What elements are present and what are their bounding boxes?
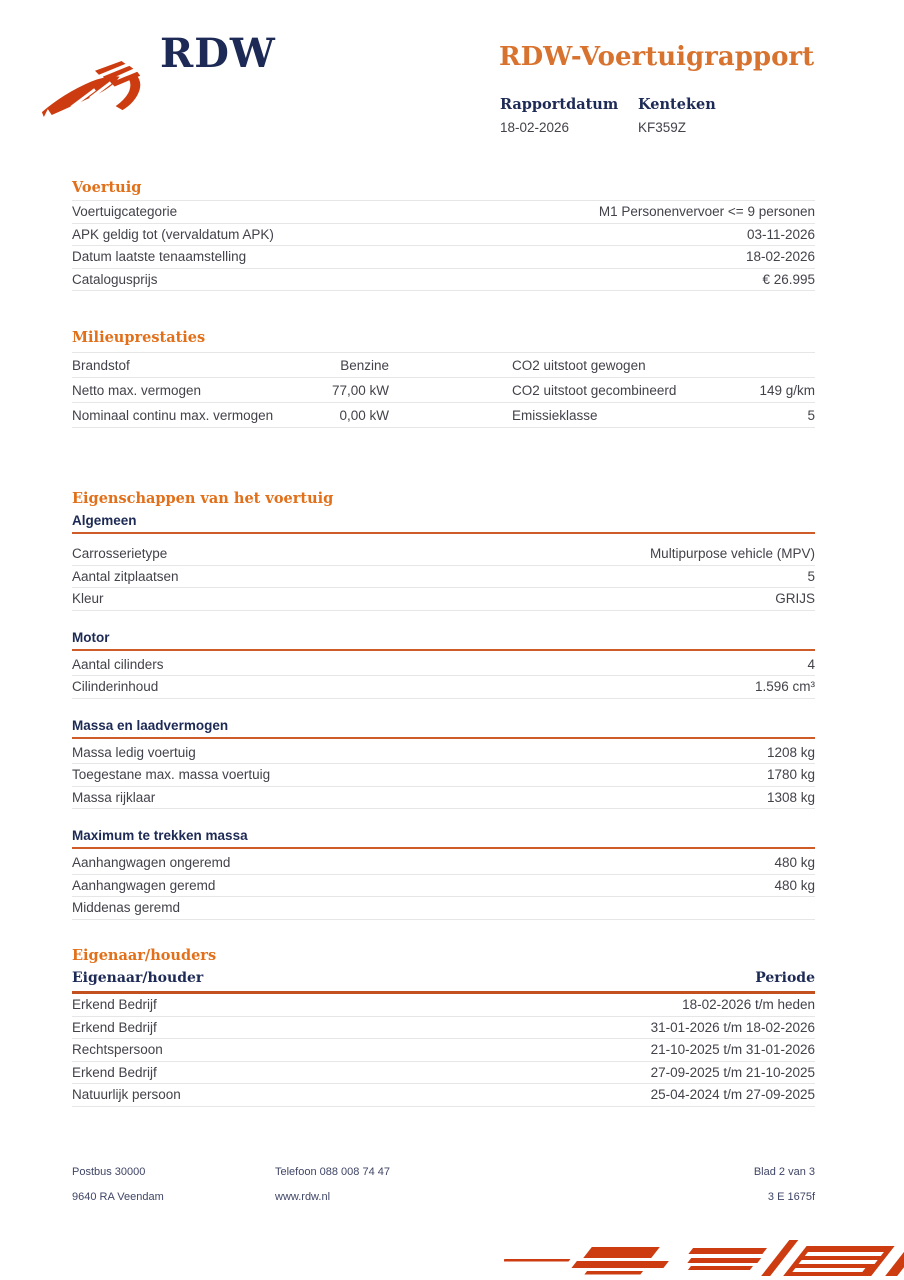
owner-type: Erkend Bedrijf xyxy=(72,997,157,1013)
footer-website: www.rdw.nl xyxy=(275,1191,331,1203)
motor-table xyxy=(72,651,815,699)
rdw-logo-text: RDW xyxy=(160,30,276,77)
row-label: Voertuigcategorie xyxy=(72,204,178,220)
eigenaar-table xyxy=(72,994,815,1107)
row-label: Carrosserietype xyxy=(72,546,168,562)
subsection-algemeen xyxy=(72,513,815,611)
section-voertuig-title: Voertuig xyxy=(72,179,142,196)
row-label: APK geldig tot (vervaldatum APK) xyxy=(72,226,274,242)
table-row xyxy=(72,224,815,247)
table-row xyxy=(72,1039,815,1062)
table-row xyxy=(72,764,815,787)
massa-table xyxy=(72,739,815,810)
license-plate-value: KF359Z xyxy=(638,120,687,135)
row-value: 5 xyxy=(807,568,815,584)
row-value: GRIJS xyxy=(775,591,815,607)
row-value-left: Benzine xyxy=(340,357,389,373)
table-row xyxy=(72,742,815,765)
rdw-speed-stripes-graphic xyxy=(504,1234,904,1280)
row-label: Aanhangwagen geremd xyxy=(72,877,216,893)
row-label-left: Nominaal continu max. vermogen xyxy=(72,407,274,423)
page-title: RDW-Voertuigrapport xyxy=(499,42,815,72)
row-label: Datum laatste tenaamstelling xyxy=(72,249,247,265)
row-label: Aantal zitplaatsen xyxy=(72,568,179,584)
row-value: 1.596 cm³ xyxy=(754,679,815,695)
row-value: Multipurpose vehicle (MPV) xyxy=(649,546,815,562)
column-header-owner: Eigenaar/houder xyxy=(72,970,204,986)
section-eigenaar-title: Eigenaar/houders xyxy=(72,947,217,964)
table-row xyxy=(72,378,815,403)
row-value: M1 Personenvervoer <= 9 personen xyxy=(598,204,815,220)
row-label: Massa rijklaar xyxy=(72,789,156,805)
section-eigenschappen xyxy=(72,491,815,920)
table-row xyxy=(72,676,815,699)
footer-page-number: Blad 2 van 3 xyxy=(753,1166,815,1178)
section-voertuig xyxy=(72,180,815,291)
table-row xyxy=(72,543,815,566)
subsection-title: Massa en laadvermogen xyxy=(72,718,815,739)
report-meta xyxy=(500,96,716,135)
owner-period: 31-01-2026 t/m 18-02-2026 xyxy=(650,1019,815,1035)
row-label: Kleur xyxy=(72,591,104,607)
rdw-logo-feather-icon xyxy=(36,50,154,124)
row-value-left: 0,00 kW xyxy=(339,407,389,423)
subsection-massa xyxy=(72,718,815,810)
table-row xyxy=(72,787,815,810)
row-value-right: 149 g/km xyxy=(759,382,815,398)
owner-type: Rechtspersoon xyxy=(72,1042,163,1058)
section-milieuprestaties-title: Milieuprestaties xyxy=(72,329,206,346)
row-label-left: Netto max. vermogen xyxy=(72,382,202,398)
report-date-value: 18-02-2026 xyxy=(500,120,570,135)
footer-row xyxy=(72,1166,815,1178)
row-label-right: Emissieklasse xyxy=(512,407,598,423)
table-row xyxy=(72,1084,815,1107)
table-row xyxy=(72,994,815,1017)
footer-phone: Telefoon 088 008 74 47 xyxy=(275,1166,390,1178)
owner-type: Natuurlijk persoon xyxy=(72,1087,181,1103)
subsection-title: Motor xyxy=(72,630,815,651)
table-row xyxy=(72,654,815,677)
owner-period: 18-02-2026 t/m heden xyxy=(682,997,815,1013)
section-milieuprestaties xyxy=(72,330,815,428)
report-date-block xyxy=(500,96,638,135)
row-label: Cilinderinhoud xyxy=(72,679,159,695)
row-label: Aantal cilinders xyxy=(72,656,164,672)
footer-row xyxy=(72,1191,815,1203)
row-label: Toegestane max. massa voertuig xyxy=(72,767,271,783)
table-row xyxy=(72,1017,815,1040)
row-value: 1308 kg xyxy=(766,789,815,805)
report-date-label: Rapportdatum xyxy=(500,96,619,113)
table-row xyxy=(72,588,815,611)
subsection-trekken xyxy=(72,828,815,920)
row-value: 1780 kg xyxy=(766,767,815,783)
license-plate-block xyxy=(638,96,716,135)
table-row xyxy=(72,201,815,224)
row-value: 480 kg xyxy=(774,877,815,893)
owner-period: 27-09-2025 t/m 21-10-2025 xyxy=(650,1064,815,1080)
row-value: € 26.995 xyxy=(762,271,815,287)
row-label-right: CO2 uitstoot gecombineerd xyxy=(512,382,677,398)
table-row xyxy=(72,246,815,269)
row-value: 480 kg xyxy=(774,855,815,871)
row-value-left: 77,00 kW xyxy=(331,382,389,398)
owner-type: Erkend Bedrijf xyxy=(72,1064,157,1080)
table-row xyxy=(72,269,815,292)
table-row xyxy=(72,403,815,428)
page-footer xyxy=(72,1166,815,1203)
subsection-title: Algemeen xyxy=(72,513,815,534)
row-label: Massa ledig voertuig xyxy=(72,744,196,760)
milieuprestaties-table xyxy=(72,352,815,428)
row-label-left: Brandstof xyxy=(72,357,130,373)
row-value: 03-11-2026 xyxy=(746,226,815,242)
section-eigenaar xyxy=(72,948,815,1107)
row-value: 18-02-2026 xyxy=(745,249,815,265)
owner-period: 25-04-2024 t/m 27-09-2025 xyxy=(650,1087,815,1103)
owner-period: 21-10-2025 t/m 31-01-2026 xyxy=(650,1042,815,1058)
table-row xyxy=(72,566,815,589)
table-row xyxy=(72,1062,815,1085)
row-label-right: CO2 uitstoot gewogen xyxy=(512,357,646,373)
row-label: Aanhangwagen ongeremd xyxy=(72,855,231,871)
subsection-motor xyxy=(72,630,815,699)
voertuig-table xyxy=(72,200,815,291)
footer-address-line2: 9640 RA Veendam xyxy=(72,1191,164,1203)
row-label: Catalogusprijs xyxy=(72,271,158,287)
row-value-right: 5 xyxy=(807,407,815,423)
algemeen-table xyxy=(72,534,815,611)
table-row xyxy=(72,875,815,898)
table-row xyxy=(72,852,815,875)
subsection-title: Maximum te trekken massa xyxy=(72,828,815,849)
column-header-period: Periode xyxy=(755,970,815,986)
owner-type: Erkend Bedrijf xyxy=(72,1019,157,1035)
footer-address-line1: Postbus 30000 xyxy=(72,1166,146,1178)
footer-doc-code: 3 E 1675f xyxy=(767,1191,815,1203)
section-eigenschappen-title: Eigenschappen van het voertuig xyxy=(72,490,334,507)
row-value: 4 xyxy=(807,656,815,672)
eigenaar-table-header xyxy=(72,970,815,994)
trekken-table xyxy=(72,849,815,920)
row-value: 1208 kg xyxy=(766,744,815,760)
license-plate-label: Kenteken xyxy=(638,96,716,113)
table-row xyxy=(72,897,815,920)
row-label: Middenas geremd xyxy=(72,900,181,916)
table-row xyxy=(72,353,815,378)
